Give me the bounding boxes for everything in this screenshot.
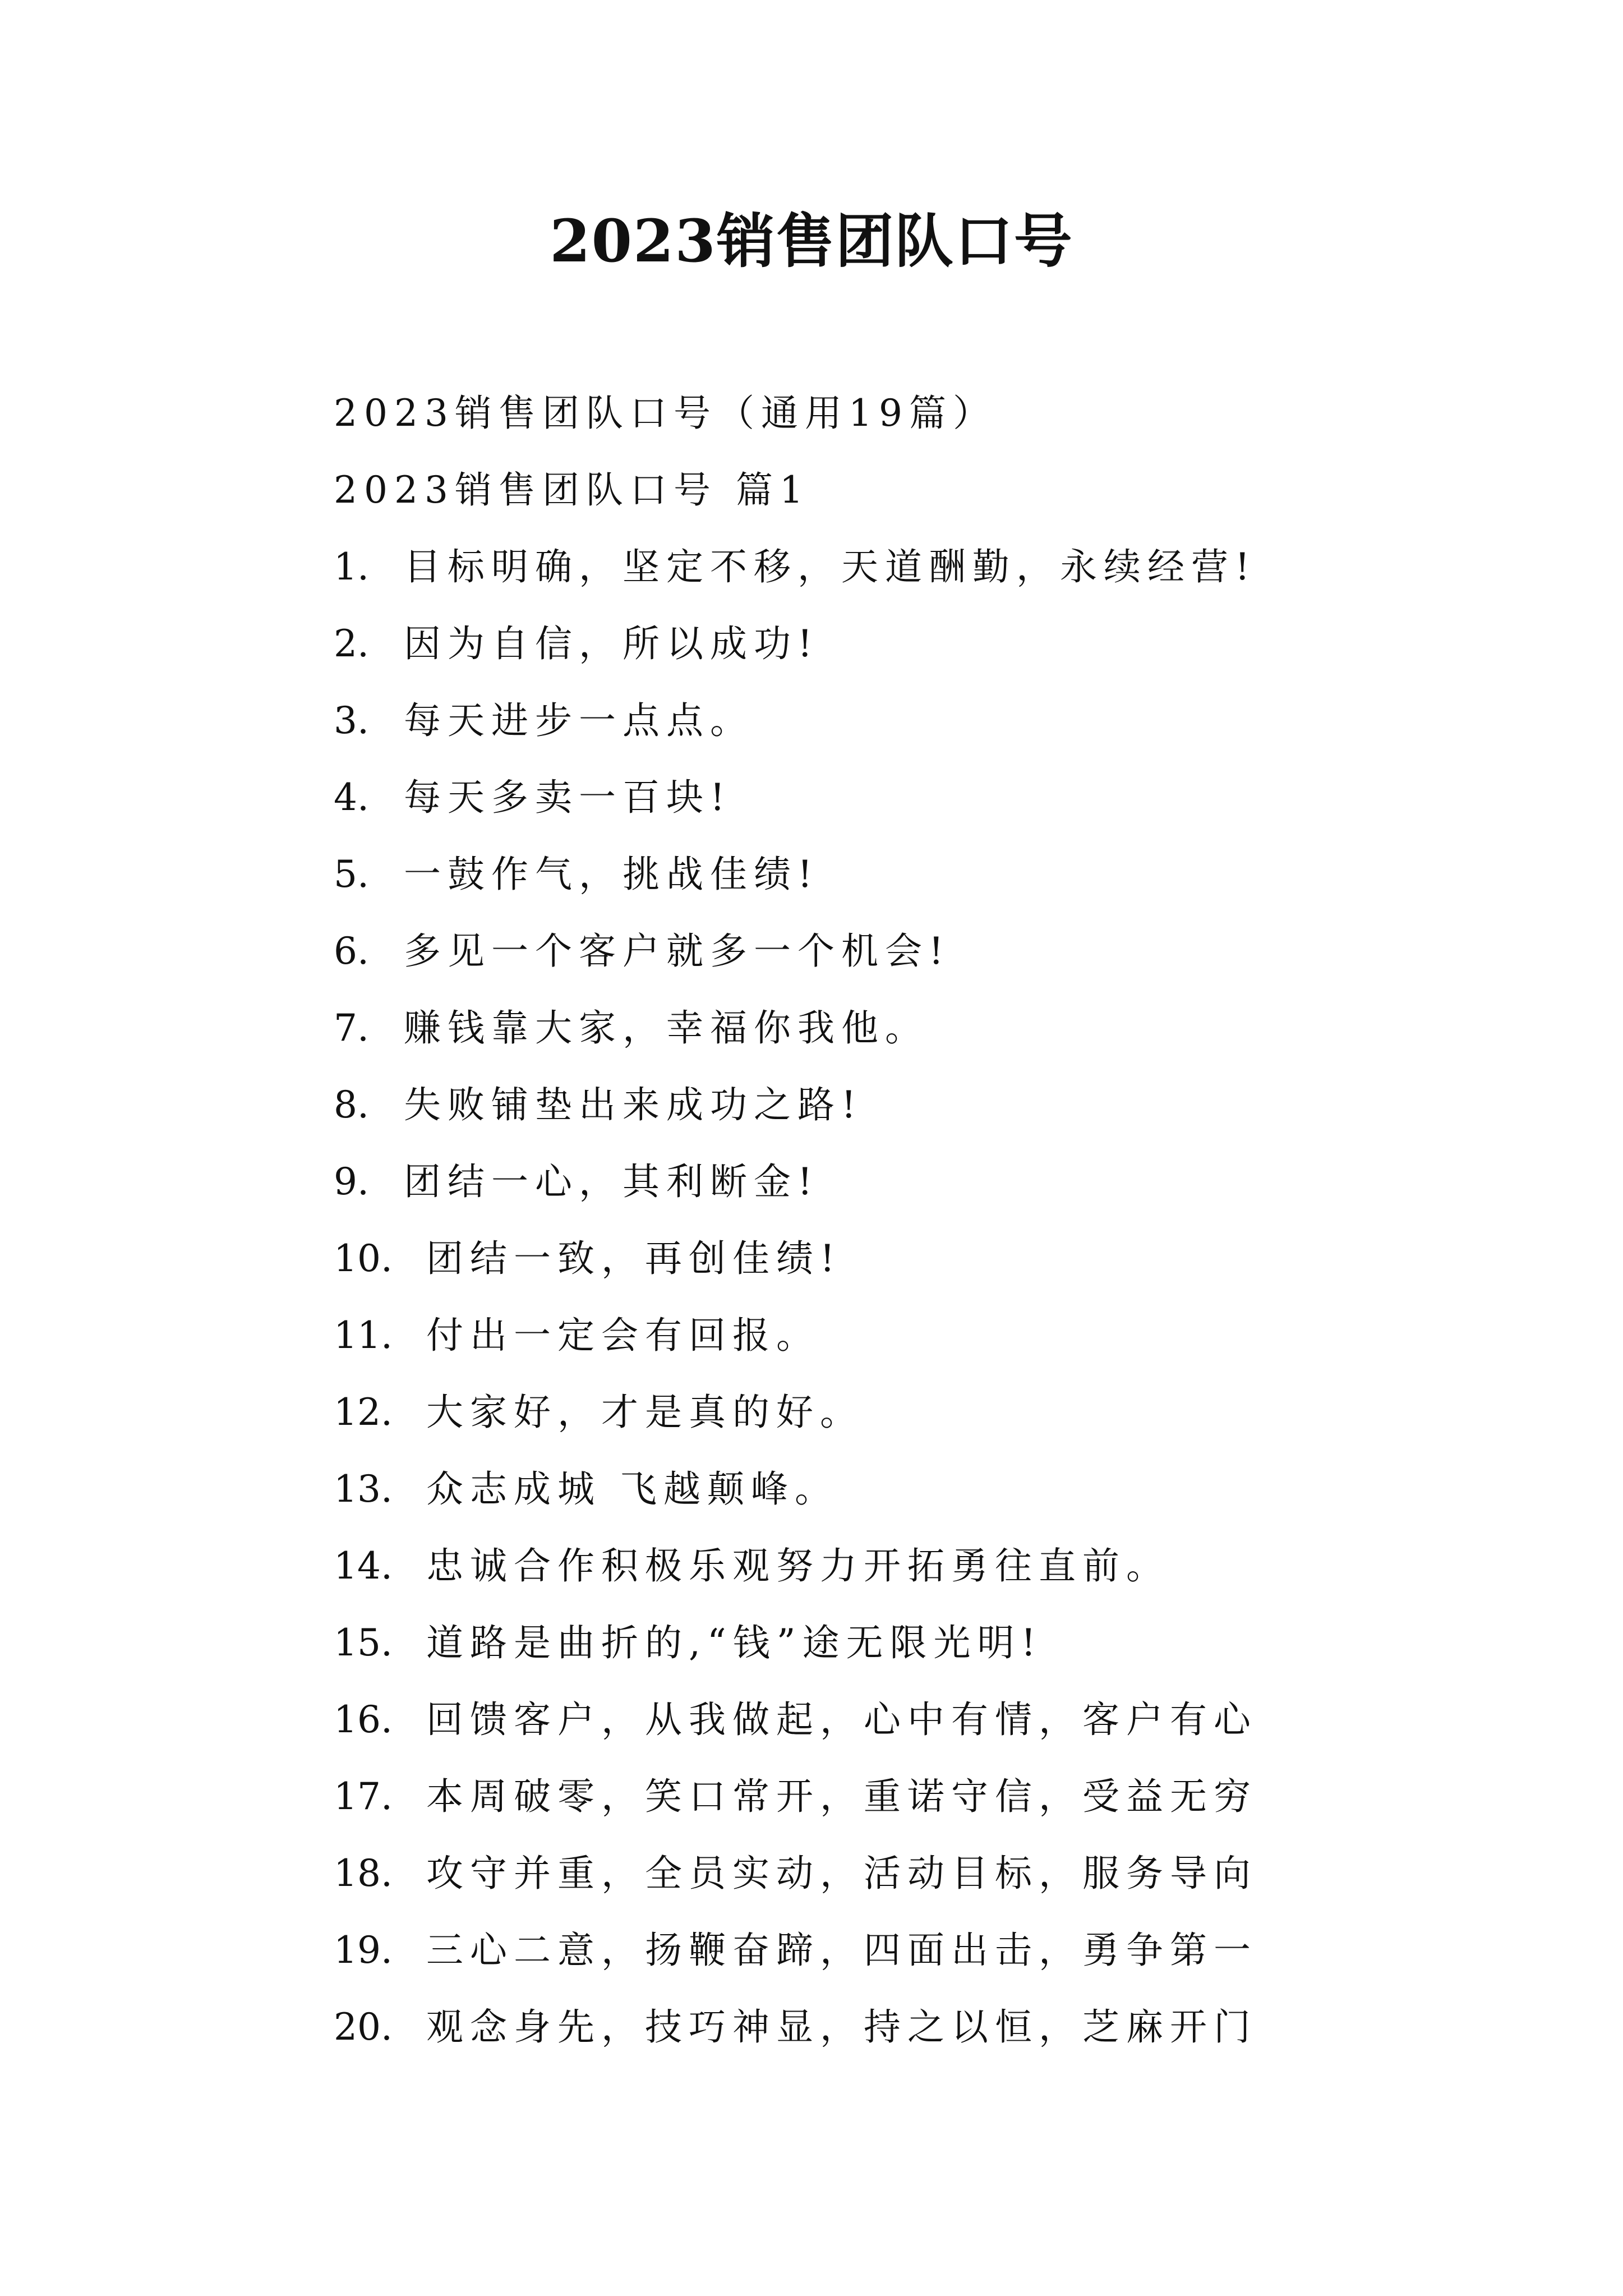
slogan-number: 1. <box>334 545 369 588</box>
slogan-number: 9. <box>334 1160 369 1203</box>
slogan-text: 因为自信，所以成功! <box>404 622 819 665</box>
slogan-number: 4. <box>334 776 369 819</box>
slogan-text: 道路是曲折的,“钱”途无限光明! <box>426 1621 1043 1664</box>
document-title: 2023销售团队口号 <box>550 206 1073 275</box>
slogan-number: 2. <box>334 622 369 665</box>
slogan-number: 10. <box>334 1237 393 1280</box>
slogan-text: 失败铺垫出来成功之路! <box>404 1083 863 1126</box>
slogan-text: 团结一心，其利断金! <box>404 1160 819 1203</box>
slogan-item <box>334 1374 1511 1451</box>
slogan-text: 众志成城 飞越颠峰。 <box>426 1467 838 1511</box>
slogan-item <box>334 759 1511 836</box>
slogan-number: 3. <box>334 699 369 742</box>
slogan-number: 8. <box>334 1083 369 1126</box>
document-body <box>334 375 1511 2065</box>
slogan-text: 忠诚合作积极乐观努力开拓勇往直前。 <box>426 1544 1170 1588</box>
slogan-text: 三心二意，扬鞭奋蹄，四面出击，勇争第一 <box>426 1929 1257 1972</box>
slogan-text: 团结一致，再创佳绩! <box>426 1237 842 1280</box>
slogan-item <box>334 605 1511 682</box>
slogan-text: 每天进步一点点。 <box>404 699 754 742</box>
slogan-item <box>334 990 1511 1066</box>
slogan-item <box>334 1297 1511 1374</box>
slogan-item <box>334 1143 1511 1220</box>
slogan-text: 赚钱靠大家，幸福你我他。 <box>404 1006 929 1050</box>
slogan-text: 回馈客户，从我做起，心中有情，客户有心 <box>426 1698 1257 1741</box>
slogan-item <box>334 1527 1511 1604</box>
slogan-number: 16. <box>334 1698 393 1741</box>
slogan-item <box>334 1220 1511 1297</box>
slogan-item <box>334 682 1511 759</box>
slogan-text: 攻守并重，全员实动，活动目标，服务导向 <box>426 1852 1257 1895</box>
slogan-number: 18. <box>334 1852 393 1895</box>
slogan-item <box>334 528 1511 605</box>
slogan-item <box>334 1989 1511 2065</box>
slogan-number: 20. <box>334 2005 393 2049</box>
slogan-number: 13. <box>334 1467 393 1511</box>
slogan-text: 目标明确，坚定不移，天道酬勤，永续经营! <box>404 545 1257 588</box>
slogan-text: 每天多卖一百块! <box>404 776 732 819</box>
slogan-item <box>334 836 1511 913</box>
slogan-number: 14. <box>334 1544 393 1588</box>
slogan-item <box>334 1451 1511 1527</box>
slogan-number: 12. <box>334 1391 393 1434</box>
slogan-item <box>334 1681 1511 1758</box>
slogan-item <box>334 1758 1511 1835</box>
slogan-number: 19. <box>334 1929 393 1972</box>
slogan-number: 15. <box>334 1621 393 1664</box>
slogan-item <box>334 913 1511 990</box>
slogan-number: 11. <box>334 1314 393 1357</box>
slogan-number: 5. <box>334 853 369 896</box>
slogan-number: 7. <box>334 1006 369 1050</box>
slogan-text: 观念身先，技巧神显，持之以恒，芝麻开门 <box>426 2005 1257 2049</box>
document-subtitle: 2023销售团队口号（通用19篇） <box>334 392 997 435</box>
slogan-item <box>334 1835 1511 1912</box>
slogan-item <box>334 1912 1511 1989</box>
section-heading: 2023销售团队口号 篇1 <box>334 468 810 512</box>
slogan-item <box>334 1066 1511 1143</box>
slogan-text: 付出一定会有回报。 <box>426 1314 820 1357</box>
slogan-text: 一鼓作气，挑战佳绩! <box>404 853 819 896</box>
slogan-text: 本周破零，笑口常开，重诺守信，受益无穷 <box>426 1775 1257 1818</box>
slogan-text: 大家好，才是真的好。 <box>426 1391 864 1434</box>
slogan-number: 6. <box>334 930 369 973</box>
slogan-text: 多见一个客户就多一个机会! <box>404 930 951 973</box>
slogan-number: 17. <box>334 1775 393 1818</box>
slogan-item <box>334 1604 1511 1681</box>
